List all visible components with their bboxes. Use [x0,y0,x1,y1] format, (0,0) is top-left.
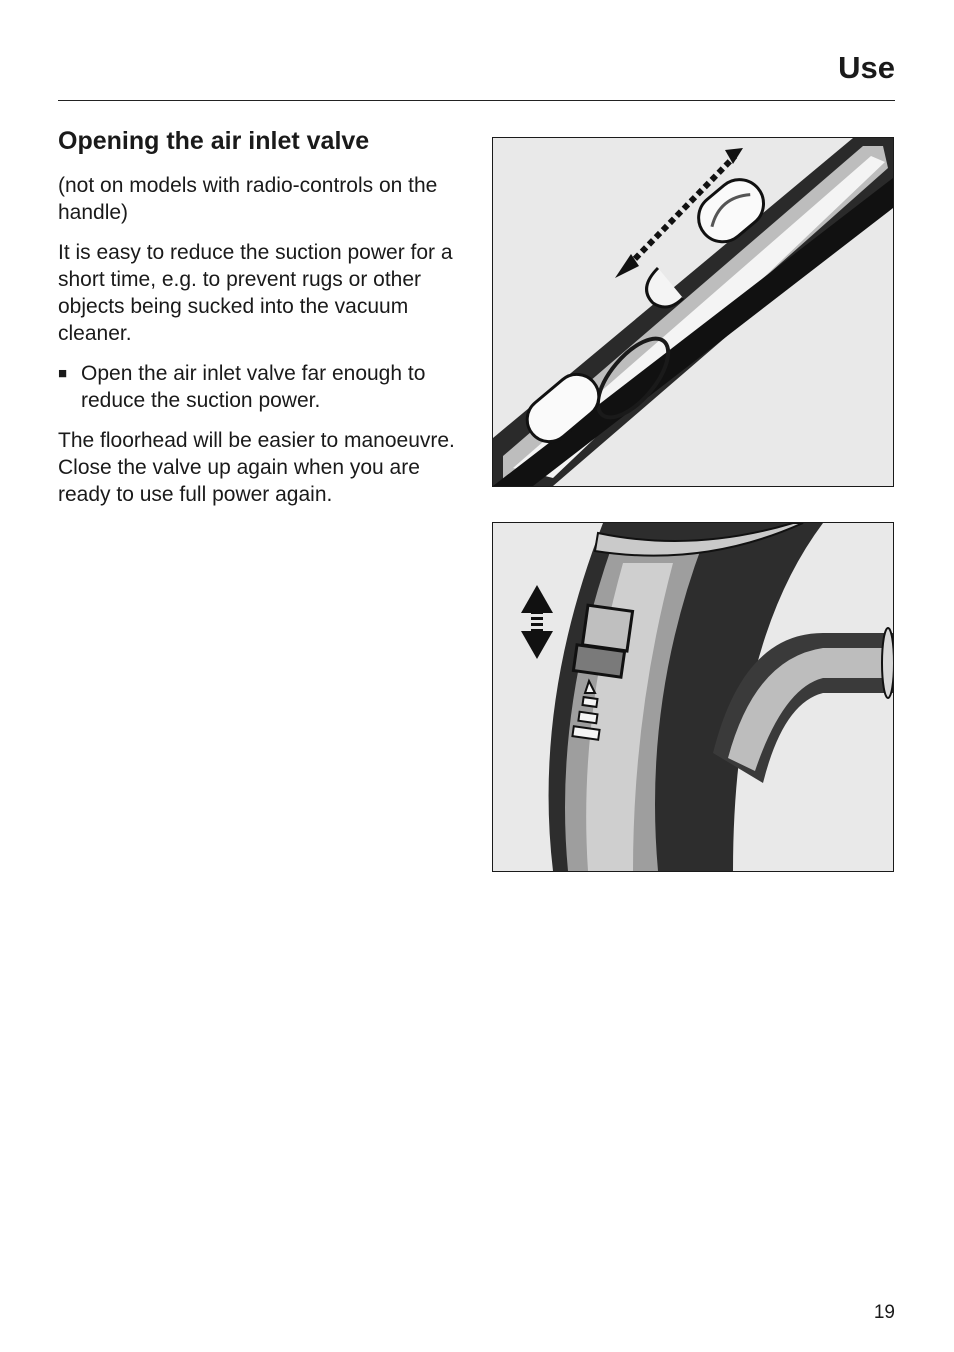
bullet-square-icon: ■ [58,365,68,382]
section-title: Use [838,50,895,85]
handle-illustration [493,523,893,871]
instruction-text: Open the air inlet valve far enough to reduce the suction power. [81,362,426,412]
text-column [58,126,463,521]
figure-air-inlet-handle [492,522,894,872]
header-rule [58,100,895,101]
figure-air-inlet-valve-tube [492,137,894,487]
model-note: (not on models with radio-controls on the handle) [58,174,438,224]
result-paragraph: The floorhead will be easier to manoeuvre. Close the valve up again when you are ready to use full power again. [58,429,455,506]
intro-paragraph: It is easy to reduce the suction power for a short time, e.g. to prevent rugs or other objects being sucked into the vacuum cleaner. [58,241,453,345]
section-heading: Opening the air inlet valve [58,127,370,155]
page-number: 19 [873,1302,895,1323]
tube-illustration [493,138,893,486]
instruction-item [58,360,463,414]
